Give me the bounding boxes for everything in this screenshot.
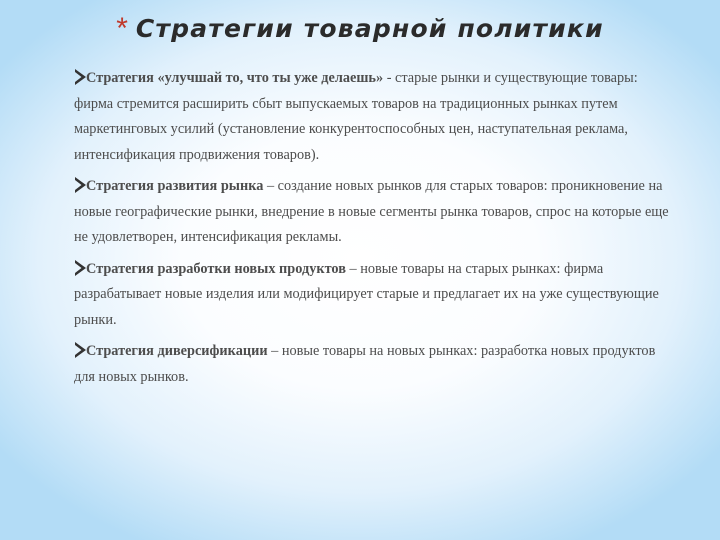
title-text: Стратегии товарной политики	[135, 14, 604, 43]
bullet-body: – новые товары на старых рынках: фирма разрабатывает новые изделия или модифицирует старые и предлагает их на уже существующие рынки.	[74, 260, 659, 328]
arrow-bullet-icon	[74, 69, 87, 85]
title-marker: *	[116, 12, 128, 45]
bullet-list	[74, 66, 674, 396]
bullet-text	[74, 257, 674, 334]
bullet-term: Стратегия диверсификации	[86, 343, 268, 359]
bullet-item-3	[74, 257, 674, 334]
bullet-term: Стратегия развития рынка	[86, 178, 264, 194]
bullet-body: - старые рынки и существующие товары: фирма стремится расширить сбыт выпускаемых товаров на традиционных рынках путем маркетинговых усилий (установление конкурентоспособных цен, наступательная реклама, интенсификация продвижения товаров).	[74, 70, 638, 163]
arrow-bullet-icon	[74, 177, 87, 193]
bullet-text	[74, 339, 674, 390]
bullet-body: – новые товары на новых рынках: разработка новых продуктов для новых рынков.	[74, 343, 656, 385]
bullet-text	[74, 174, 674, 251]
slide-title	[0, 14, 720, 54]
bullet-text	[74, 66, 674, 168]
bullet-item-1	[74, 66, 674, 168]
arrow-bullet-icon	[74, 342, 87, 358]
bullet-term: Стратегия разработки новых продуктов	[86, 260, 346, 277]
bullet-item-2	[74, 174, 674, 251]
bullet-body: – создание новых рынков для старых товаров: проникновение на новые географические рынки, внедрение в новые сегменты рынка товаров, спрос на которые еще не удовлетворен, интенсификация рекламы.	[74, 178, 669, 245]
bullet-item-4	[74, 339, 674, 390]
arrow-bullet-icon	[74, 260, 87, 276]
bullet-term: Стратегия «улучшай то, что ты уже делаешь»	[86, 70, 384, 86]
